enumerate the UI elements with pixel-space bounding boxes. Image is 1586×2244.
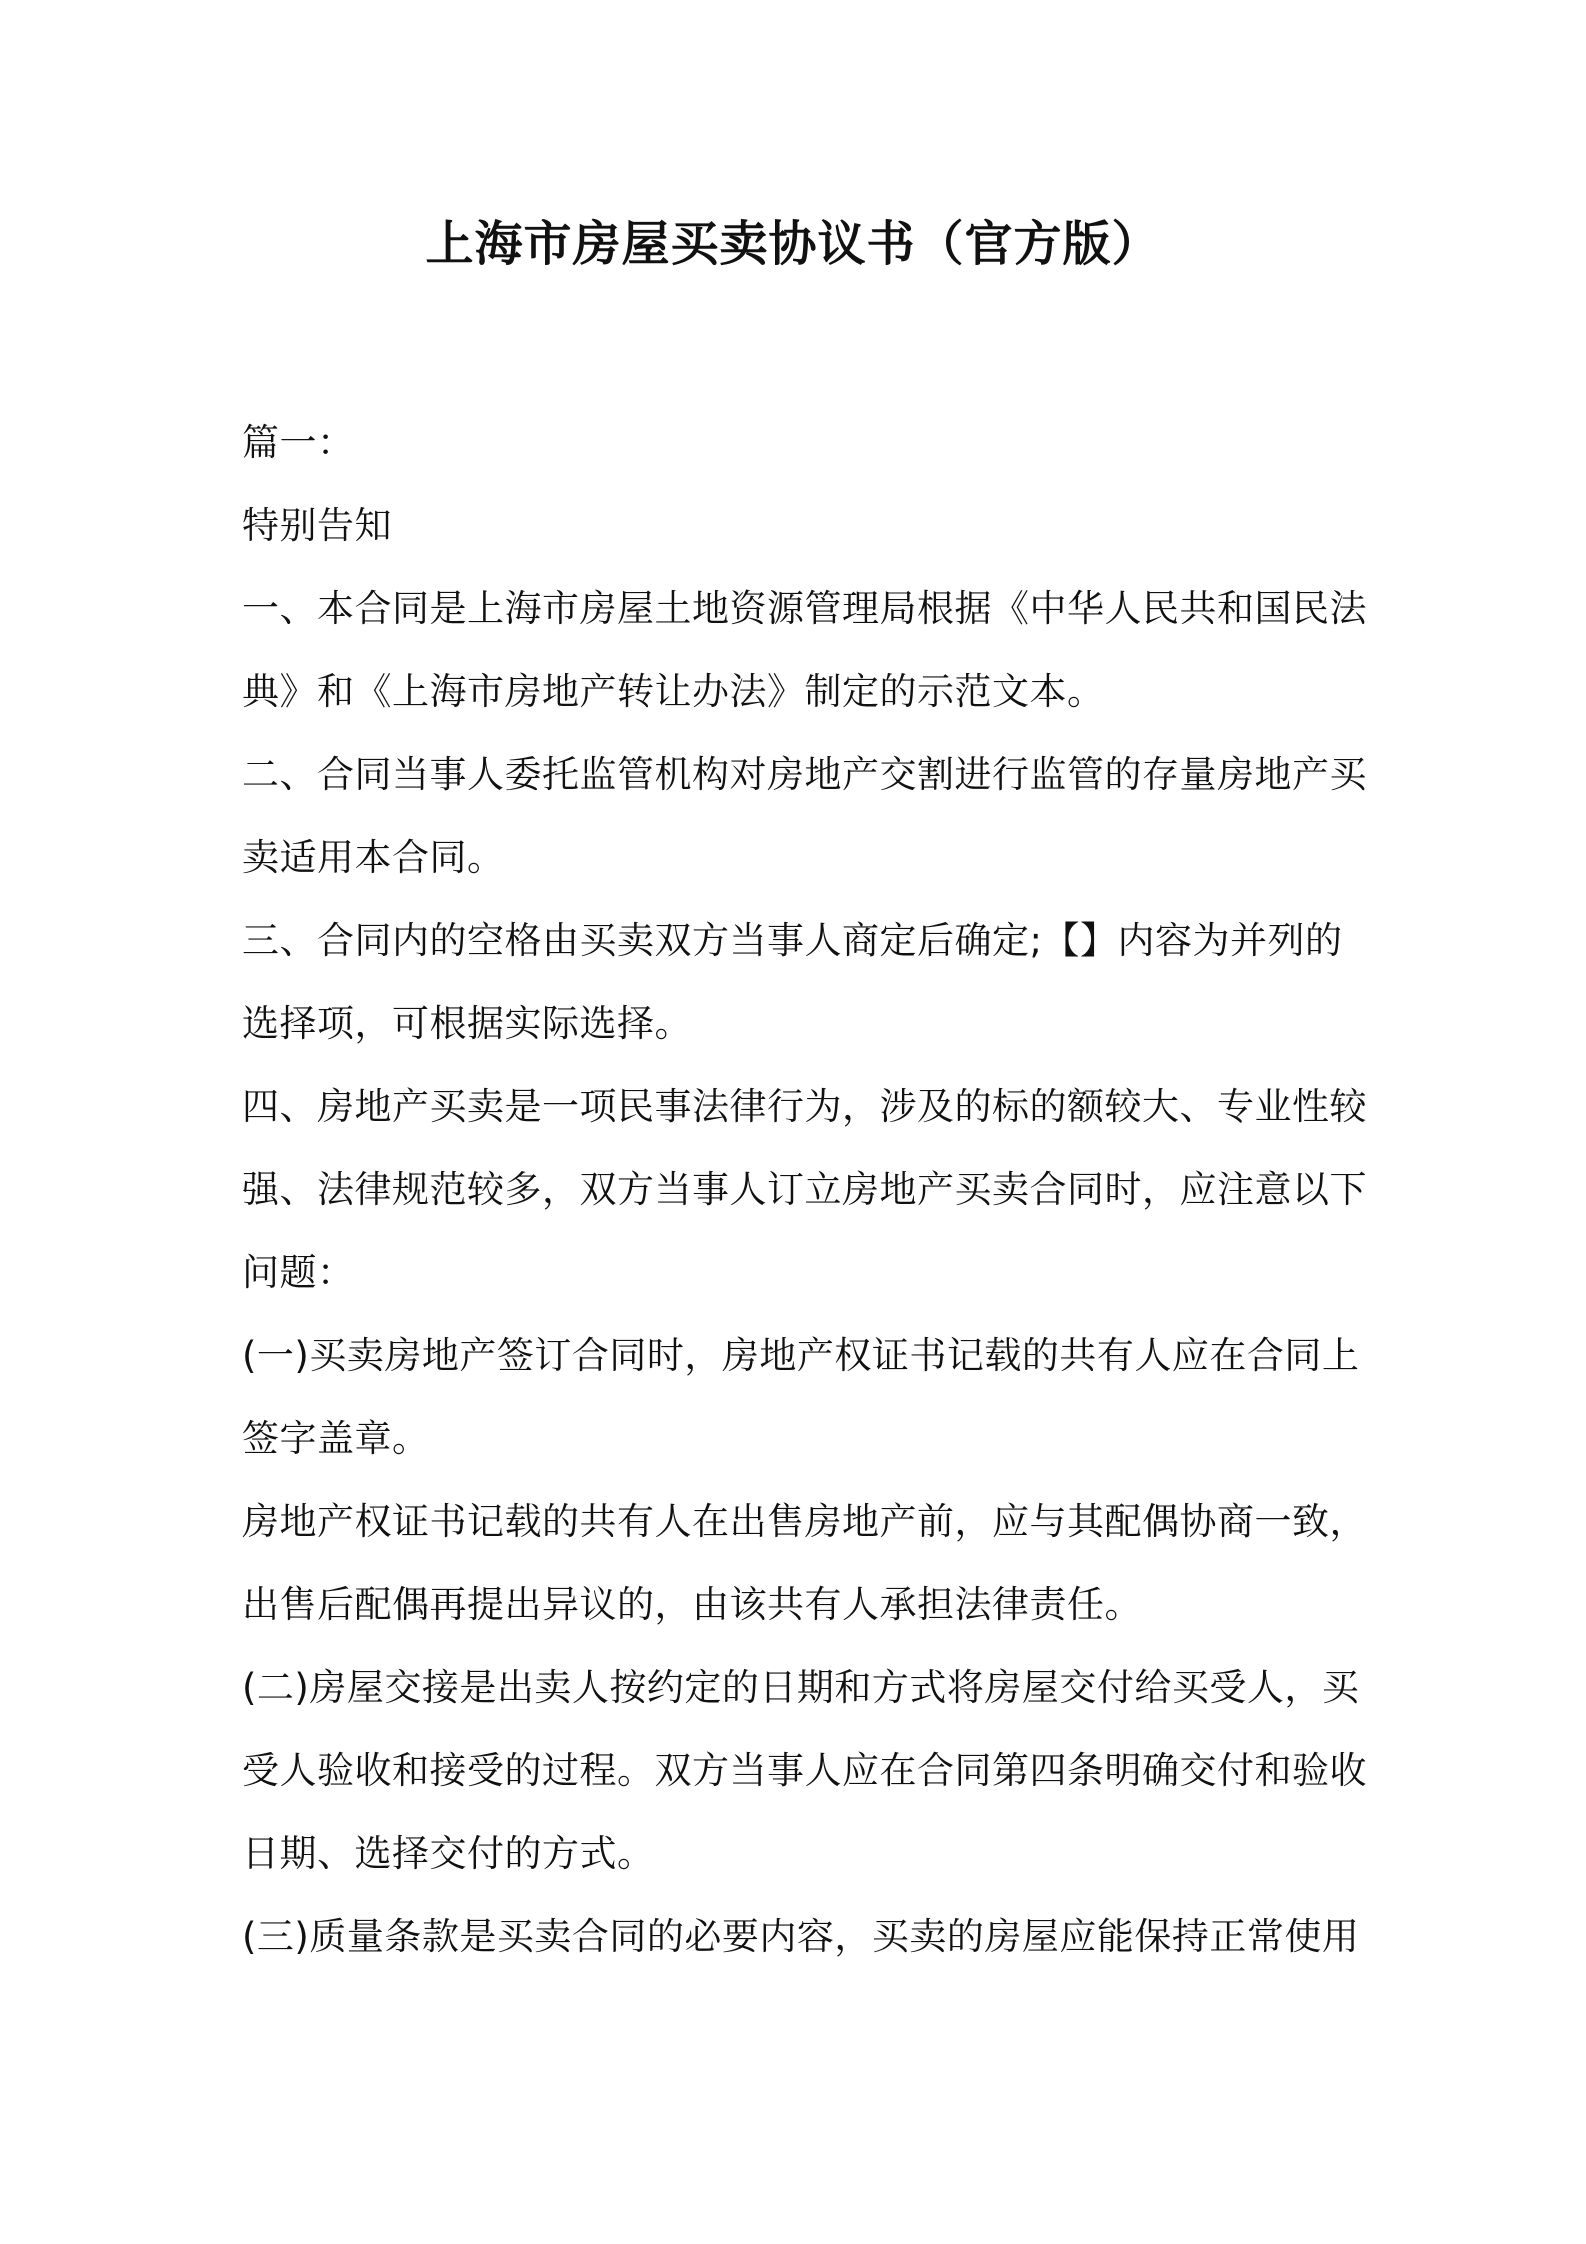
text-line-6: 卖适用本合同。 [242,836,505,879]
text-line-1: 篇一： [242,421,355,464]
text-line-10: 强、法律规范较多，双方当事人订立房地产买卖合同时，应注意以下 [242,1168,1367,1211]
text-line-16: (二)房屋交接是出卖人按约定的日期和方式将房屋交付给买受人，买 [242,1666,1360,1709]
text-line-17: 受人验收和接受的过程。双方当事人应在合同第四条明确交付和验收 [242,1749,1367,1792]
document-title: 上海市房屋买卖协议书（官方版） [425,216,1161,272]
text-line-18: 日期、选择交付的方式。 [242,1832,655,1875]
text-line-4: 典》和《上海市房地产转让办法》制定的示范文本。 [242,670,1105,713]
text-line-19: (三)质量条款是买卖合同的必要内容，买卖的房屋应能保持正常使用 [242,1915,1360,1958]
text-line-9: 四、房地产买卖是一项民事法律行为，涉及的标的额较大、专业性较 [242,1085,1367,1128]
text-line-15: 出售后配偶再提出异议的，由该共有人承担法律责任。 [242,1583,1142,1626]
text-line-11: 问题： [242,1251,355,1294]
document-body [242,401,1367,1978]
text-line-2: 特别告知 [242,504,392,547]
text-line-13: 签字盖章。 [242,1417,430,1460]
text-line-3: 一、本合同是上海市房屋土地资源管理局根据《中华人民共和国民法 [242,587,1367,630]
text-line-7: 三、合同内的空格由买卖双方当事人商定后确定;【】内容为并列的 [242,919,1343,962]
text-line-14: 房地产权证书记载的共有人在出售房地产前，应与其配偶协商一致， [242,1500,1367,1543]
text-line-8: 选择项，可根据实际选择。 [242,1002,692,1045]
text-line-5: 二、合同当事人委托监管机构对房地产交割进行监管的存量房地产买 [242,753,1367,796]
text-line-12: (一)买卖房地产签订合同时，房地产权证书记载的共有人应在合同上 [242,1334,1360,1377]
